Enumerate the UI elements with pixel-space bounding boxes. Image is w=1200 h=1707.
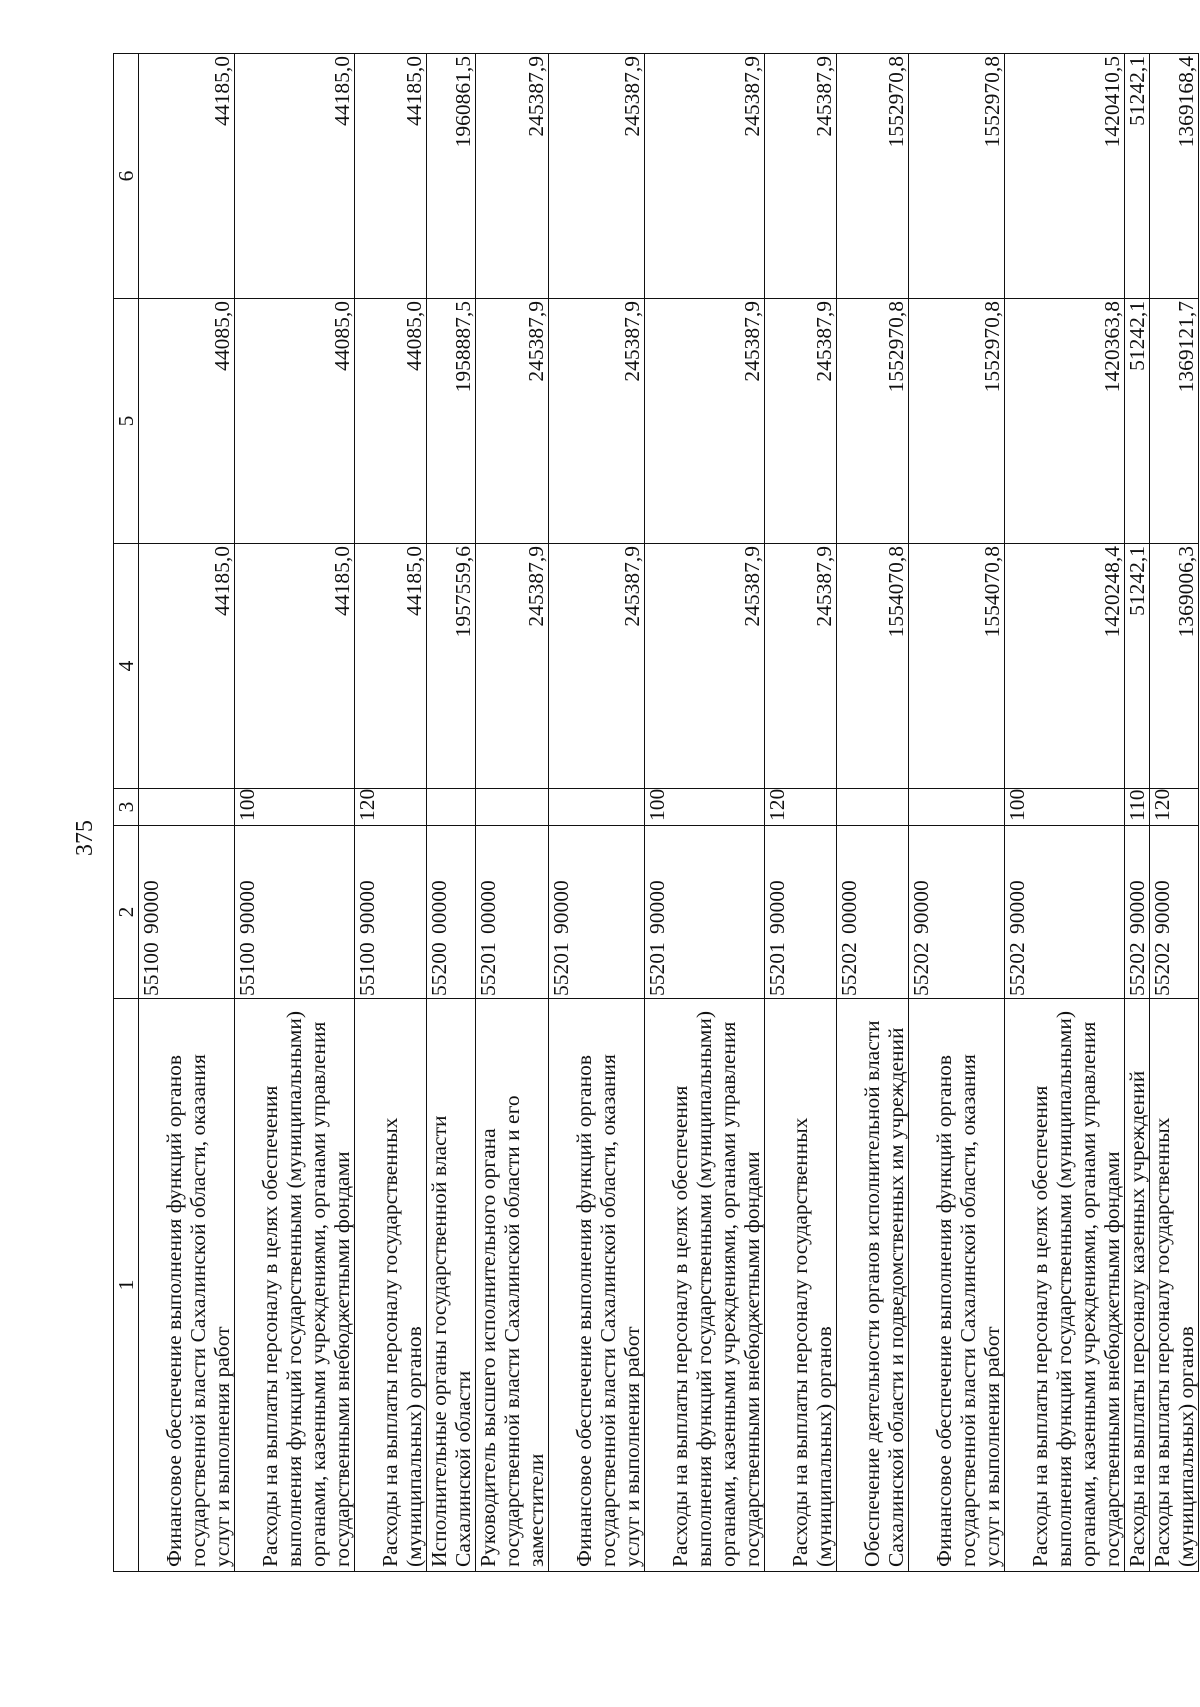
row-name: Расходы на выплаты персоналу в целях обеспечения выполнения функций государственными (муниципальными) органами, казенными учреждениями, органами управления государственными внебюджетными фондами: [645, 999, 765, 1572]
column-header: 6: [114, 54, 139, 299]
amount-col-5: 1369121,7: [1150, 299, 1199, 544]
row-name: Расходы на выплаты персоналу казенных учреждений: [1125, 999, 1150, 1572]
target-code-part-2: 00000: [476, 880, 500, 934]
row-name: Расходы на выплаты персоналу государственных (муниципальных) органов: [1150, 999, 1199, 1572]
target-code: [1125, 826, 1150, 999]
amount-col-4: 1554070,8: [909, 544, 1005, 789]
target-code: [139, 826, 235, 999]
target-code-part-1: 55202: [1150, 942, 1174, 996]
table-row: [1005, 54, 1125, 1572]
target-code: [837, 826, 909, 999]
amount-col-6: 1420410,5: [1005, 54, 1125, 299]
target-code-part-1: 55100: [139, 942, 163, 996]
target-code-part-1: 55201: [645, 942, 669, 996]
table-row: [427, 54, 476, 1572]
target-code: [765, 826, 837, 999]
expense-type-code: [427, 789, 476, 826]
amount-col-6: 245387,9: [476, 54, 549, 299]
table-row: [837, 54, 909, 1572]
target-code: [476, 826, 549, 999]
table-row: [909, 54, 1005, 1572]
expense-type-code: 120: [355, 789, 427, 826]
target-code-part-2: 90000: [1125, 880, 1149, 934]
amount-col-4: 1554070,8: [837, 544, 909, 789]
header-row: [114, 54, 139, 1572]
target-code-part-1: 55202: [837, 942, 861, 996]
target-code-part-2: 90000: [1005, 880, 1029, 934]
row-name: Расходы на выплаты персоналу в целях обеспечения выполнения функций государственными (муниципальными) органами, казенными учреждениями, органами управления государственными внебюджетными фондами: [1005, 999, 1125, 1572]
target-code: [427, 826, 476, 999]
amount-col-5: 245387,9: [765, 299, 837, 544]
budget-table: [113, 53, 1199, 1572]
expense-type-code: [837, 789, 909, 826]
amount-col-5: 245387,9: [476, 299, 549, 544]
target-code: [355, 826, 427, 999]
target-code-part-2: 90000: [1150, 880, 1174, 934]
expense-type-code: [139, 789, 235, 826]
column-header: 5: [114, 299, 139, 544]
column-header: 3: [114, 789, 139, 826]
row-name: Финансовое обеспечение выполнения функций органов государственной власти Сахалинской области, оказания услуг и выполнения работ: [549, 999, 645, 1572]
column-header: 1: [114, 999, 139, 1572]
amount-col-4: 1420248,4: [1005, 544, 1125, 789]
amount-col-4: 245387,9: [645, 544, 765, 789]
target-code: [549, 826, 645, 999]
target-code-part-1: 55100: [235, 942, 259, 996]
table-row: [1150, 54, 1199, 1572]
target-code: [1150, 826, 1199, 999]
amount-col-4: 245387,9: [549, 544, 645, 789]
expense-type-code: 100: [1005, 789, 1125, 826]
amount-col-5: 1552970,8: [909, 299, 1005, 544]
amount-col-4: 44185,0: [355, 544, 427, 789]
row-name: Расходы на выплаты персоналу государственных (муниципальных) органов: [355, 999, 427, 1572]
amount-col-4: 51242,1: [1125, 544, 1150, 789]
amount-col-6: 51242,1: [1125, 54, 1150, 299]
amount-col-6: 44185,0: [235, 54, 355, 299]
row-name: Финансовое обеспечение выполнения функций органов государственной власти Сахалинской области, оказания услуг и выполнения работ: [909, 999, 1005, 1572]
target-code-part-1: 55200: [427, 942, 451, 996]
table-row: [645, 54, 765, 1572]
amount-col-5: 1420363,8: [1005, 299, 1125, 544]
amount-col-5: 44085,0: [355, 299, 427, 544]
target-code-part-2: 90000: [355, 880, 379, 934]
expense-type-code: [476, 789, 549, 826]
amount-col-6: 1552970,8: [837, 54, 909, 299]
amount-col-4: 245387,9: [765, 544, 837, 789]
target-code-part-2: 90000: [235, 880, 259, 934]
target-code-part-2: 00000: [427, 880, 451, 934]
row-name: Расходы на выплаты персоналу в целях обеспечения выполнения функций государственными (муниципальными) органами, казенными учреждениями, органами управления государственными внебюджетными фондами: [235, 999, 355, 1572]
target-code-part-2: 90000: [909, 880, 933, 934]
table-body: [139, 54, 1199, 1572]
amount-col-5: 44085,0: [139, 299, 235, 544]
expense-type-code: 100: [235, 789, 355, 826]
table-row: [355, 54, 427, 1572]
amount-col-6: 245387,9: [645, 54, 765, 299]
expense-type-code: [909, 789, 1005, 826]
row-name: Руководитель высшего исполнительного органа государственной власти Сахалинской области и его заместители: [476, 999, 549, 1572]
expense-type-code: 100: [645, 789, 765, 826]
amount-col-4: 1369006,3: [1150, 544, 1199, 789]
table-row: [476, 54, 549, 1572]
target-code-part-2: 90000: [765, 880, 789, 934]
amount-col-4: 44185,0: [139, 544, 235, 789]
target-code-part-2: 00000: [837, 880, 861, 934]
target-code-part-1: 55100: [355, 942, 379, 996]
target-code-part-1: 55201: [765, 942, 789, 996]
amount-col-5: 1552970,8: [837, 299, 909, 544]
table-row: [235, 54, 355, 1572]
amount-col-4: 245387,9: [476, 544, 549, 789]
amount-col-6: 1369168,4: [1150, 54, 1199, 299]
expense-type-code: 110: [1125, 789, 1150, 826]
target-code-part-1: 55202: [1125, 942, 1149, 996]
row-name: Расходы на выплаты персоналу государственных (муниципальных) органов: [765, 999, 837, 1572]
amount-col-6: 1960861,5: [427, 54, 476, 299]
target-code: [909, 826, 1005, 999]
target-code-part-2: 90000: [645, 880, 669, 934]
amount-col-5: 245387,9: [645, 299, 765, 544]
row-name: Обеспечение деятельности органов исполнительной власти Сахалинской области и подведомственных им учреждений: [837, 999, 909, 1572]
target-code-part-2: 90000: [139, 880, 163, 934]
table-row: [139, 54, 235, 1572]
target-code: [235, 826, 355, 999]
amount-col-5: 1958887,5: [427, 299, 476, 544]
amount-col-4: 44185,0: [235, 544, 355, 789]
amount-col-5: 245387,9: [549, 299, 645, 544]
target-code: [645, 826, 765, 999]
table-row: [1125, 54, 1150, 1572]
amount-col-6: 245387,9: [765, 54, 837, 299]
target-code-part-1: 55202: [909, 942, 933, 996]
row-name: Исполнительные органы государственной власти Сахалинской области: [427, 999, 476, 1572]
amount-col-6: 1552970,8: [909, 54, 1005, 299]
target-code-part-1: 55201: [549, 942, 573, 996]
table-row: [765, 54, 837, 1572]
page-number: 375: [72, 820, 98, 856]
target-code-part-1: 55201: [476, 942, 500, 996]
target-code: [1005, 826, 1125, 999]
rotated-page-content: [113, 54, 1198, 1572]
column-header: 2: [114, 826, 139, 999]
amount-col-6: 44185,0: [139, 54, 235, 299]
amount-col-6: 245387,9: [549, 54, 645, 299]
amount-col-6: 44185,0: [355, 54, 427, 299]
expense-type-code: 120: [765, 789, 837, 826]
target-code-part-1: 55202: [1005, 942, 1029, 996]
row-name: Финансовое обеспечение выполнения функций органов государственной власти Сахалинской области, оказания услуг и выполнения работ: [139, 999, 235, 1572]
amount-col-4: 1957559,6: [427, 544, 476, 789]
expense-type-code: [549, 789, 645, 826]
target-code-part-2: 90000: [549, 880, 573, 934]
column-header: 4: [114, 544, 139, 789]
table-row: [549, 54, 645, 1572]
amount-col-5: 51242,1: [1125, 299, 1150, 544]
amount-col-5: 44085,0: [235, 299, 355, 544]
expense-type-code: 120: [1150, 789, 1199, 826]
